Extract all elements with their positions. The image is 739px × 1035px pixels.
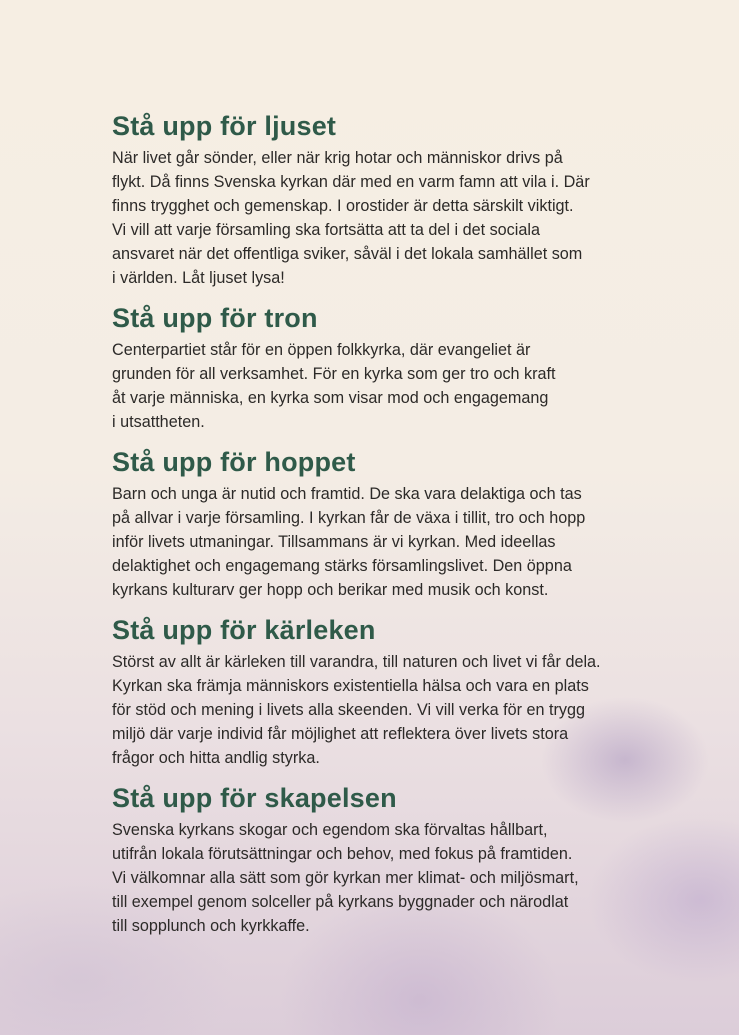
section-heading: Stå upp för skapelsen bbox=[112, 783, 397, 813]
paragraph-line: för stöd och mening i livets alla skeenden. Vi vill verka för en trygg bbox=[112, 701, 585, 719]
paragraph-line: Kyrkan ska främja människors existentiella hälsa och vara en plats bbox=[112, 677, 589, 695]
section-heading: Stå upp för ljuset bbox=[112, 111, 337, 141]
paragraph-line: ansvaret när det offentliga sviker, såväl i det lokala samhället som bbox=[112, 245, 583, 263]
paragraph-line: på allvar i varje församling. I kyrkan får de växa i tillit, tro och hopp bbox=[112, 509, 586, 527]
paragraph-line: utifrån lokala förutsättningar och behov, med fokus på framtiden. bbox=[112, 845, 573, 863]
paragraph-line: Svenska kyrkans skogar och egendom ska förvaltas hållbart, bbox=[112, 821, 548, 839]
paragraph-line: i utsattheten. bbox=[112, 413, 205, 431]
paragraph-line: Vi välkomnar alla sätt som gör kyrkan mer klimat- och miljösmart, bbox=[112, 869, 579, 887]
paragraph-line: Centerpartiet står för en öppen folkkyrka, där evangeliet är bbox=[112, 341, 531, 359]
document-page bbox=[112, 108, 672, 948]
section-heading: Stå upp för hoppet bbox=[112, 447, 356, 477]
paragraph-line: i världen. Låt ljuset lysa! bbox=[112, 269, 285, 287]
section bbox=[112, 444, 672, 602]
paragraph-line: finns trygghet och gemenskap. I orostider är detta särskilt viktigt. bbox=[112, 197, 574, 215]
paragraph-line: till exempel genom solceller på kyrkans byggnader och närodlat bbox=[112, 893, 569, 911]
section-heading: Stå upp för tron bbox=[112, 303, 318, 333]
section bbox=[112, 108, 672, 290]
section-heading: Stå upp för kärleken bbox=[112, 615, 376, 645]
paragraph-line: flykt. Då finns Svenska kyrkan där med en varm famn att vila i. Där bbox=[112, 173, 590, 191]
paragraph-line: kyrkans kulturarv ger hopp och berikar med musik och konst. bbox=[112, 581, 549, 599]
paragraph-line: Barn och unga är nutid och framtid. De ska vara delaktiga och tas bbox=[112, 485, 582, 503]
paragraph-line: åt varje människa, en kyrka som visar mod och engagemang bbox=[112, 389, 549, 407]
section bbox=[112, 780, 672, 938]
paragraph-line: miljö där varje individ får möjlighet att reflektera över livets stora bbox=[112, 725, 569, 743]
paragraph-line: frågor och hitta andlig styrka. bbox=[112, 749, 320, 767]
paragraph-line: grunden för all verksamhet. För en kyrka som ger tro och kraft bbox=[112, 365, 556, 383]
paragraph-line: inför livets utmaningar. Tillsammans är vi kyrkan. Med ideellas bbox=[112, 533, 556, 551]
paragraph-line: delaktighet och engagemang stärks församlingslivet. Den öppna bbox=[112, 557, 572, 575]
paragraph-line: Vi vill att varje församling ska fortsätta att ta del i det sociala bbox=[112, 221, 540, 239]
section bbox=[112, 612, 672, 770]
paragraph-line: När livet går sönder, eller när krig hotar och människor drivs på bbox=[112, 149, 563, 167]
paragraph-line: Störst av allt är kärleken till varandra, till naturen och livet vi får dela. bbox=[112, 653, 601, 671]
paragraph-line: till sopplunch och kyrkkaffe. bbox=[112, 917, 310, 935]
section bbox=[112, 300, 672, 434]
